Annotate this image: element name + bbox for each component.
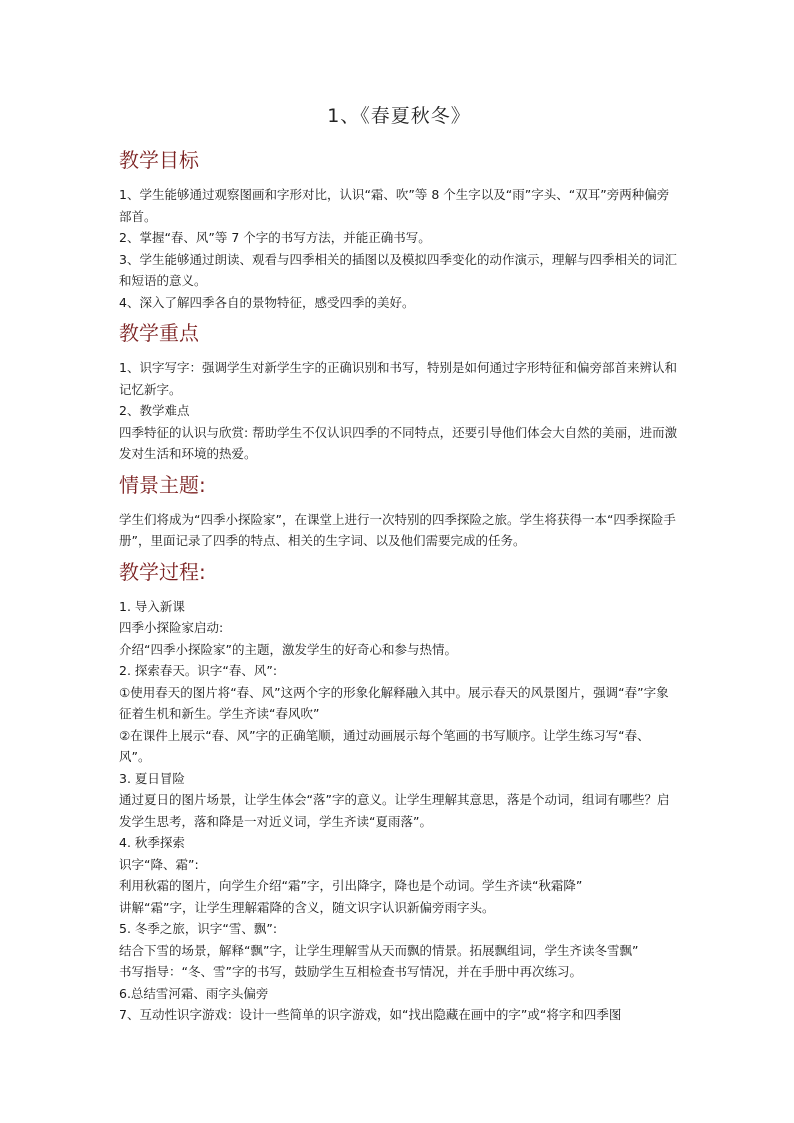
paragraph: 1. 导入新课 [119,598,185,614]
paragraph: 识字“降、霜”: [119,856,199,872]
paragraph: 介绍“四季小探险家”的主题，激发学生的好奇心和参与热情。 [119,641,457,657]
paragraph: 5. 冬季之旅，识字“雪、飘”: [119,921,278,936]
document-body [119,102,679,1026]
paragraph: 通过夏日的图片场景，让学生体会“落”字的意义。让学生理解其意思，落是个动词，组词有哪些？启发学生思考，落和降是一对近义词，学生齐读“夏雨落”。 [119,792,670,829]
section-heading-teaching-process: 教学过程: [119,559,206,584]
paragraph: 1、识字写字：强调学生对新学生字的正确识别和书写，特别是如何通过字形特征和偏旁部首来辨认和记忆新字。 [119,360,677,397]
paragraph: ①使用春天的图片将“春、风”这两个字的形象化解释融入其中。展示春天的风景图片，强调“春”字象征着生机和新生。学生齐读“春风吹” [119,684,669,721]
paragraph: 四季小探险家启动: [119,620,224,635]
paragraph: 2、掌握“春、风”等 7 个字的书写方法，并能正确书写。 [119,230,431,245]
paragraph: 学生们将成为“四季小探险家”，在课堂上进行一次特别的四季探险之旅。学生将获得一本“四季探险手册”，里面记录了四季的特点、相关的生字词、以及他们需要完成的任务。 [119,511,676,548]
document-title: 1、《春夏秋冬》 [327,105,471,127]
paragraph: 3. 夏日冒险 [119,770,185,786]
paragraph: 四季特征的认识与欣赏: 帮助学生不仅认识四季的不同特点，还要引导他们体会大自然的美丽，进而激发对生活和环境的热爱。 [119,424,678,461]
paragraph: ②在课件上展示“春、风”字的正确笔顺，通过动画展示每个笔画的书写顺序。让学生练习写“春、风”。 [119,727,650,764]
paragraph: 6.总结雪河霜、雨字头偏旁 [119,985,269,1001]
paragraph: 4、深入了解四季各自的景物特征，感受四季的美好。 [119,294,415,310]
section-heading-objectives: 教学目标 [119,148,199,172]
paragraph: 结合下雪的场景，解释“飘”字，让学生理解雪从天而飘的情景。拓展飘组词，学生齐读冬雪飘” [119,942,639,958]
paragraph: 7、互动性识字游戏：设计一些简单的识字游戏，如“找出隐藏在画中的字”或“将字和四季图 [119,1007,622,1022]
paragraph: 书写指导：“冬、雪”字的书写，鼓励学生互相检查书写情况，并在手册中再次练习。 [119,964,582,979]
paragraph: 2、教学难点 [119,403,190,418]
paragraph: 利用秋霜的图片，向学生介绍“霜”字，引出降字，降也是个动词。学生齐读“秋霜降” [119,878,583,893]
section-heading-scenario-theme: 情景主题: [119,472,206,497]
paragraph: 4. 秋季探索 [119,835,185,850]
section-heading-key-points: 教学重点 [119,321,199,345]
paragraph: 1、学生能够通过观察图画和字形对比，认识“霜、吹”等 8 个生字以及“雨”字头、“双耳”旁两种偏旁部首。 [119,187,670,224]
paragraph: 讲解“霜”字，让学生理解霜降的含义，随文识字认识新偏旁雨字头。 [119,899,495,915]
paragraph: 3、学生能够通过朗读、观看与四季相关的插图以及模拟四季变化的动作演示，理解与四季相关的词汇和短语的意义。 [119,251,677,288]
paragraph: 2. 探索春天。识字“春、风”: [119,663,278,678]
